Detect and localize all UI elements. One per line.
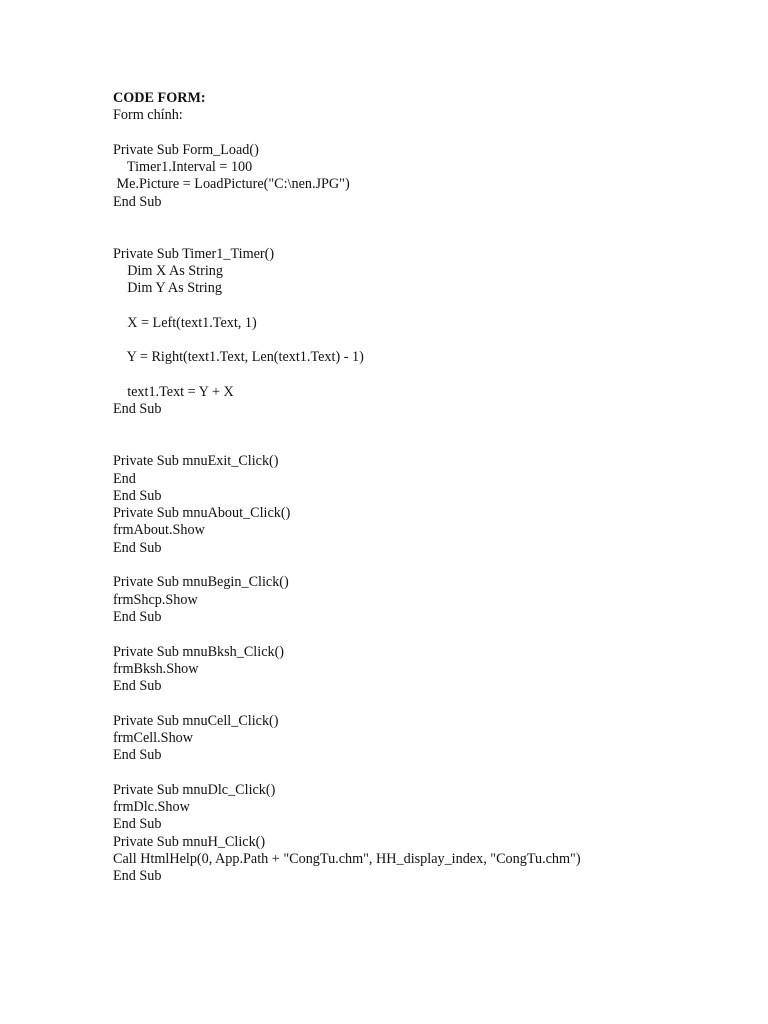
code-line: Y = Right(text1.Text, Len(text1.Text) - 1)	[113, 349, 364, 366]
code-line: Private Sub mnuBksh_Click()	[113, 643, 285, 660]
code-line: End Sub	[113, 678, 162, 695]
code-line: Private Sub mnuBegin_Click()	[113, 574, 289, 591]
code-line: frmCell.Show	[113, 729, 193, 746]
code-line: End Sub	[113, 487, 162, 504]
code-line	[113, 228, 753, 245]
code-line: End Sub	[113, 747, 162, 764]
code-line: End Sub	[113, 539, 162, 556]
spacer	[113, 125, 753, 142]
code-line: Private Sub mnuAbout_Click()	[113, 505, 291, 522]
code-line: End	[113, 470, 136, 487]
code-line: X = Left(text1.Text, 1)	[113, 314, 257, 331]
code-line: Private Sub mnuH_Click()	[113, 833, 266, 850]
code-line: frmDlc.Show	[113, 799, 190, 816]
code-line: Private Sub Timer1_Timer()	[113, 245, 275, 262]
code-line: Me.Picture = LoadPicture("C:\nen.JPG")	[113, 176, 350, 193]
code-line: End Sub	[113, 608, 162, 625]
code-line: End Sub	[113, 868, 162, 885]
code-line: Dim Y As String	[113, 280, 222, 297]
code-line	[113, 419, 753, 436]
code-line: End Sub	[113, 401, 162, 418]
code-line: frmBksh.Show	[113, 660, 199, 677]
code-listing	[113, 90, 753, 886]
code-line: Timer1.Interval = 100	[113, 159, 253, 176]
code-line	[113, 367, 753, 384]
code-line: frmAbout.Show	[113, 522, 205, 539]
code-line	[113, 211, 753, 228]
code-line: Private Sub mnuCell_Click()	[113, 712, 279, 729]
code-line: End Sub	[113, 193, 162, 210]
code-line: Call HtmlHelp(0, App.Path + "CongTu.chm", HH_display_index, "CongTu.chm")	[113, 851, 581, 868]
code-line: text1.Text = Y + X	[113, 384, 234, 401]
code-line: frmShcp.Show	[113, 591, 198, 608]
code-lines	[113, 142, 753, 886]
code-line: Private Sub mnuDlc_Click()	[113, 781, 276, 798]
code-line	[113, 765, 753, 782]
code-line	[113, 332, 753, 349]
code-line	[113, 695, 753, 712]
document-subheading: Form chính:	[113, 107, 183, 124]
code-line	[113, 436, 753, 453]
document-heading: CODE FORM:	[113, 90, 206, 106]
code-line: Private Sub mnuExit_Click()	[113, 453, 279, 470]
code-line	[113, 298, 753, 315]
code-line	[113, 626, 753, 643]
code-line: Dim X As String	[113, 262, 223, 279]
code-line	[113, 557, 753, 574]
code-line: End Sub	[113, 816, 162, 833]
code-line: Private Sub Form_Load()	[113, 141, 259, 158]
